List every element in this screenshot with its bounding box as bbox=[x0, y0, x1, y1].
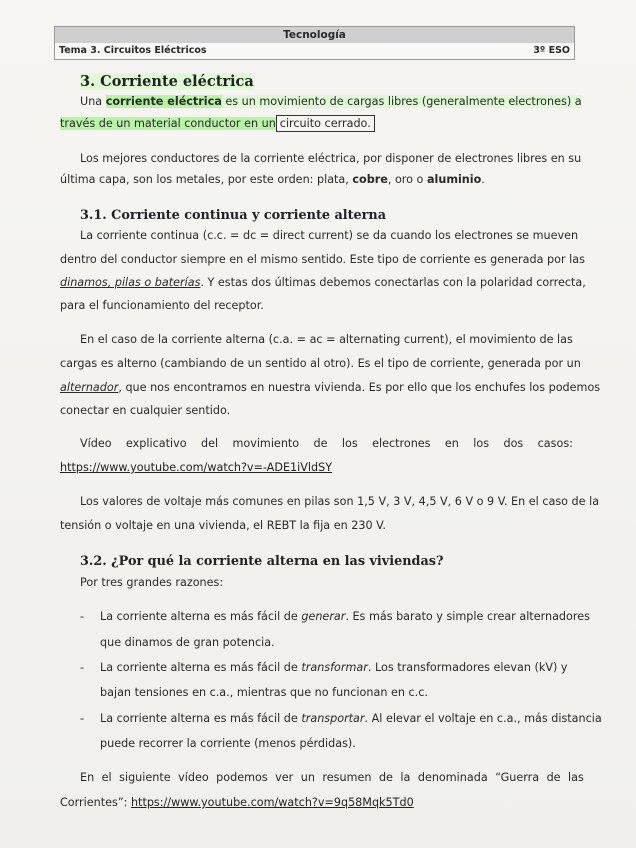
bullet-1-line1: La corriente alterna es más fácil de generar. Es más barato y simple crear alternadores bbox=[100, 610, 590, 623]
section-3-1-para2-line2: cargas es alterno (cambiando de un sentido al otro). Es el tipo de corriente, generada por un bbox=[60, 357, 581, 370]
section-3-1-para1-line1: La corriente continua (c.c. = dc = direct current) se da cuando los electrones se mueven bbox=[80, 229, 579, 242]
section-3-1-para2-line3: alternador, que nos encontramos en nuestra vivienda. Es por ello que los enchufes los podemos bbox=[60, 381, 601, 394]
bullet-2-dash: - bbox=[80, 661, 85, 674]
section-3-para1-line1: Una corriente eléctrica es un movimiento de cargas libres (generalmente electrones) a bbox=[80, 95, 582, 108]
section-3-2-title: 3.2. ¿Por qué la corriente alterna en las viviendas? bbox=[80, 554, 444, 569]
bullet-3-line1: La corriente alterna es más fácil de transportar. Al elevar el voltaje en c.a., más distancia bbox=[100, 712, 602, 725]
video-link-2[interactable]: https://www.youtube.com/watch?v=9q58Mqk5Td0 bbox=[130, 796, 414, 809]
bullet-1-line2: que dinamos de gran potencia. bbox=[100, 636, 275, 649]
section-3-para1-line2: través de un material conductor en un circuito cerrado. bbox=[60, 117, 375, 130]
section-3-1-title: 3.1. Corriente continua y corriente alterna bbox=[80, 208, 387, 223]
section-3-1-para2-line4: conectar en cualquier sentido. bbox=[60, 404, 231, 417]
bullet-2-line1: La corriente alterna es más fácil de transformar. Los transformadores elevan (kV) y bbox=[100, 661, 568, 674]
section-3-1-para1-line3: dinamos, pilas o baterías. Y estas dos últimas debemos conectarlas con la polaridad correcta, bbox=[60, 276, 586, 289]
bullet-3-dash: - bbox=[80, 712, 85, 725]
video-intro-line: Vídeo explicativo del movimiento de los electrones en los dos casos: bbox=[80, 437, 573, 450]
section-3-1-para3-line2: tensión o voltaje en una vivienda, el REBT la fija en 230 V. bbox=[60, 519, 386, 532]
closing-line1: En el siguiente vídeo podemos ver un resumen de la denominada “Guerra de las bbox=[80, 771, 584, 784]
section-3-1-para3-line1: Los valores de voltaje más comunes en pilas son 1,5 V, 3 V, 4,5 V, 6 V o 9 V. En el caso de la bbox=[80, 495, 600, 508]
circuito-cerrado-box: circuito cerrado. bbox=[276, 115, 375, 132]
section-3-para2-line2: última capa, son los metales, por este orden: plata, cobre, oro o aluminio. bbox=[60, 173, 485, 186]
bullet-3-line2: puede recorrer la corriente (menos pérdidas). bbox=[100, 737, 356, 750]
closing-line2: Corrientes”: https://www.youtube.com/watch?v=9q58Mqk5Td0 bbox=[60, 796, 414, 809]
bullet-2-line2: bajan tensiones en c.a., mientras que no funcionan en c.c. bbox=[100, 686, 428, 699]
section-3-2-intro: Por tres grandes razones: bbox=[80, 576, 224, 589]
subject-title: Tecnología bbox=[283, 29, 346, 41]
section-3-title: 3. Corriente eléctrica bbox=[80, 73, 254, 90]
video-link-1[interactable]: https://www.youtube.com/watch?v=-ADE1iVldSY bbox=[60, 461, 333, 474]
course-label: 3º ESO bbox=[533, 45, 570, 56]
unit-header-row bbox=[54, 43, 575, 60]
section-3-para2-line1: Los mejores conductores de la corriente eléctrica, por disponer de electrones libres en su bbox=[80, 152, 582, 165]
section-3-1-para1-line2: dentro del conductor siempre en el mismo sentido. Este tipo de corriente es generada por las bbox=[60, 253, 585, 266]
bullet-1-dash: - bbox=[80, 610, 85, 623]
section-3-1-para2-line1: En el caso de la corriente alterna (c.a. = ac = alternating current), el movimiento de las bbox=[80, 333, 573, 346]
unit-title: Tema 3. Circuitos Eléctricos bbox=[59, 45, 207, 56]
section-3-1-para1-line4: para el funcionamiento del receptor. bbox=[60, 299, 264, 312]
